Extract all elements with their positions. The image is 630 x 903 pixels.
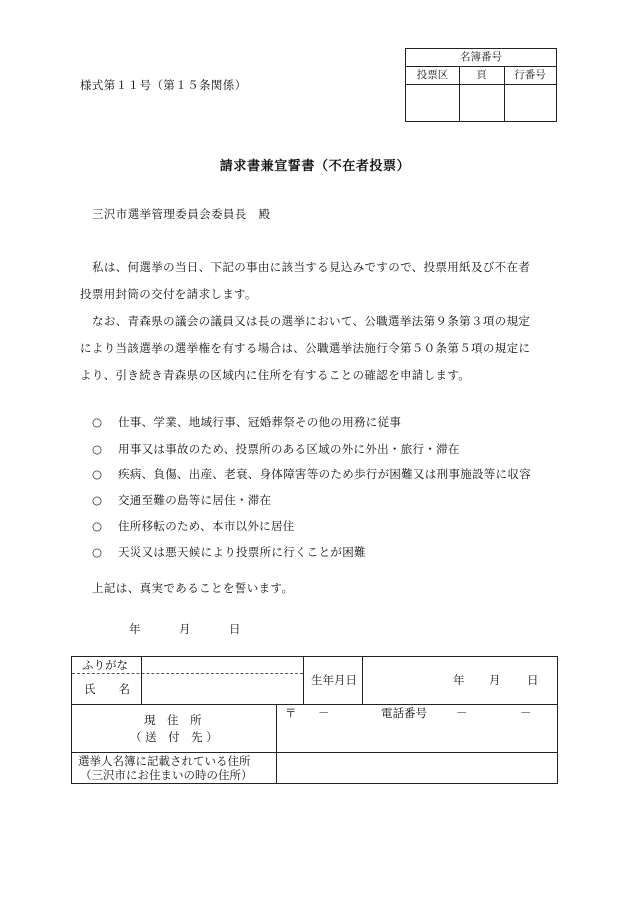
circle-mark-icon: ○ bbox=[92, 493, 103, 507]
postal-mark: 〒 bbox=[285, 706, 297, 720]
confirmation-line-1: なお、青森県の議会の議員又は長の選挙において、公職選挙法第９条第３項の規定 bbox=[92, 314, 531, 328]
circle-mark-icon: ○ bbox=[92, 467, 103, 481]
furigana-input[interactable] bbox=[144, 659, 300, 671]
reason-text: 用事又は事故のため、投票所のある区域の外に外出・旅行・滞在 bbox=[118, 442, 460, 456]
registry-address-note: （三沢市にお住まいの時の住所） bbox=[80, 768, 253, 782]
address-sub-label: （ 送 付 先 ） bbox=[130, 730, 218, 744]
voting-district-input[interactable] bbox=[408, 87, 456, 119]
postal-dash: － bbox=[318, 706, 330, 720]
birth-year-label: 年 bbox=[453, 673, 465, 687]
address-input[interactable] bbox=[280, 722, 554, 750]
circle-mark-icon: ○ bbox=[92, 545, 103, 559]
circle-mark-icon: ○ bbox=[92, 442, 103, 456]
name-input[interactable] bbox=[144, 676, 300, 702]
phone-dash-2: － bbox=[520, 706, 532, 720]
furigana-label: ふりがな bbox=[82, 658, 128, 672]
birth-month-label: 月 bbox=[489, 673, 501, 687]
reason-item-4[interactable] bbox=[92, 492, 271, 508]
applicant-info-table bbox=[71, 656, 558, 784]
reason-text: 天災又は悪天候により投票所に行くことが困難 bbox=[118, 545, 366, 559]
birthdate-label: 生年月日 bbox=[311, 673, 357, 687]
reason-item-6[interactable] bbox=[92, 544, 366, 560]
circle-mark-icon: ○ bbox=[92, 415, 103, 429]
date-year-label: 年 bbox=[129, 622, 141, 636]
request-line-2: 投票用封筒の交付を請求します。 bbox=[80, 287, 257, 301]
form-number: 様式第１１号（第１５条関係） bbox=[80, 78, 247, 92]
document-title: 請求書兼宣誓書（不在者投票） bbox=[219, 159, 411, 174]
column-line-number: 行番号 bbox=[514, 69, 546, 81]
date-day-label: 日 bbox=[229, 622, 241, 636]
oath-statement: 上記は、真実であることを誓います。 bbox=[92, 581, 294, 595]
reason-item-1[interactable] bbox=[92, 414, 401, 430]
confirmation-line-3: より、引き続き青森県の区域内に住所を有することの確認を申請します。 bbox=[80, 368, 471, 382]
column-voting-district: 投票区 bbox=[416, 69, 449, 81]
birth-day-label: 日 bbox=[527, 673, 539, 687]
register-number-box bbox=[405, 48, 557, 122]
reason-text: 疾病、負傷、出産、老衰、身体障害等のため歩行が困難又は刑事施設等に収容 bbox=[118, 467, 531, 481]
date-month-label: 月 bbox=[179, 622, 191, 636]
reason-text: 交通至難の島等に居住・滞在 bbox=[118, 493, 272, 507]
request-line-1: 私は、何選挙の当日、下記の事由に該当する見込みですので、投票用紙及び不在者 bbox=[92, 260, 531, 274]
registry-address-input[interactable] bbox=[280, 755, 554, 781]
page-input[interactable] bbox=[462, 87, 502, 119]
register-number-header: 名簿番号 bbox=[460, 51, 502, 63]
phone-dash-1: － bbox=[456, 706, 468, 720]
circle-mark-icon: ○ bbox=[92, 519, 103, 533]
registry-address-label: 選挙人名簿に記載されている住所 bbox=[78, 754, 251, 768]
birthdate-input[interactable] bbox=[366, 661, 554, 701]
addressee: 三沢市選挙管理委員会委員長 殿 bbox=[92, 207, 271, 221]
reason-item-2[interactable] bbox=[92, 441, 460, 457]
reason-item-3[interactable] bbox=[92, 466, 531, 482]
request-paragraph bbox=[80, 254, 580, 389]
phone-label: 電話番号 bbox=[381, 706, 427, 720]
reason-text: 住所移転のため、本市以外に居住 bbox=[118, 519, 295, 533]
line-number-input[interactable] bbox=[507, 87, 555, 119]
confirmation-line-2: により当該選挙の選挙権を有する場合は、公職選挙法施行令第５０条第５項の規定に bbox=[80, 341, 531, 355]
reason-item-5[interactable] bbox=[92, 518, 295, 534]
name-label: 氏 名 bbox=[84, 682, 130, 696]
address-label: 現 住 所 bbox=[144, 713, 202, 727]
reason-text: 仕事、学業、地域行事、冠婚葬祭その他の用務に従事 bbox=[118, 415, 402, 429]
column-page: 頁 bbox=[476, 69, 487, 81]
